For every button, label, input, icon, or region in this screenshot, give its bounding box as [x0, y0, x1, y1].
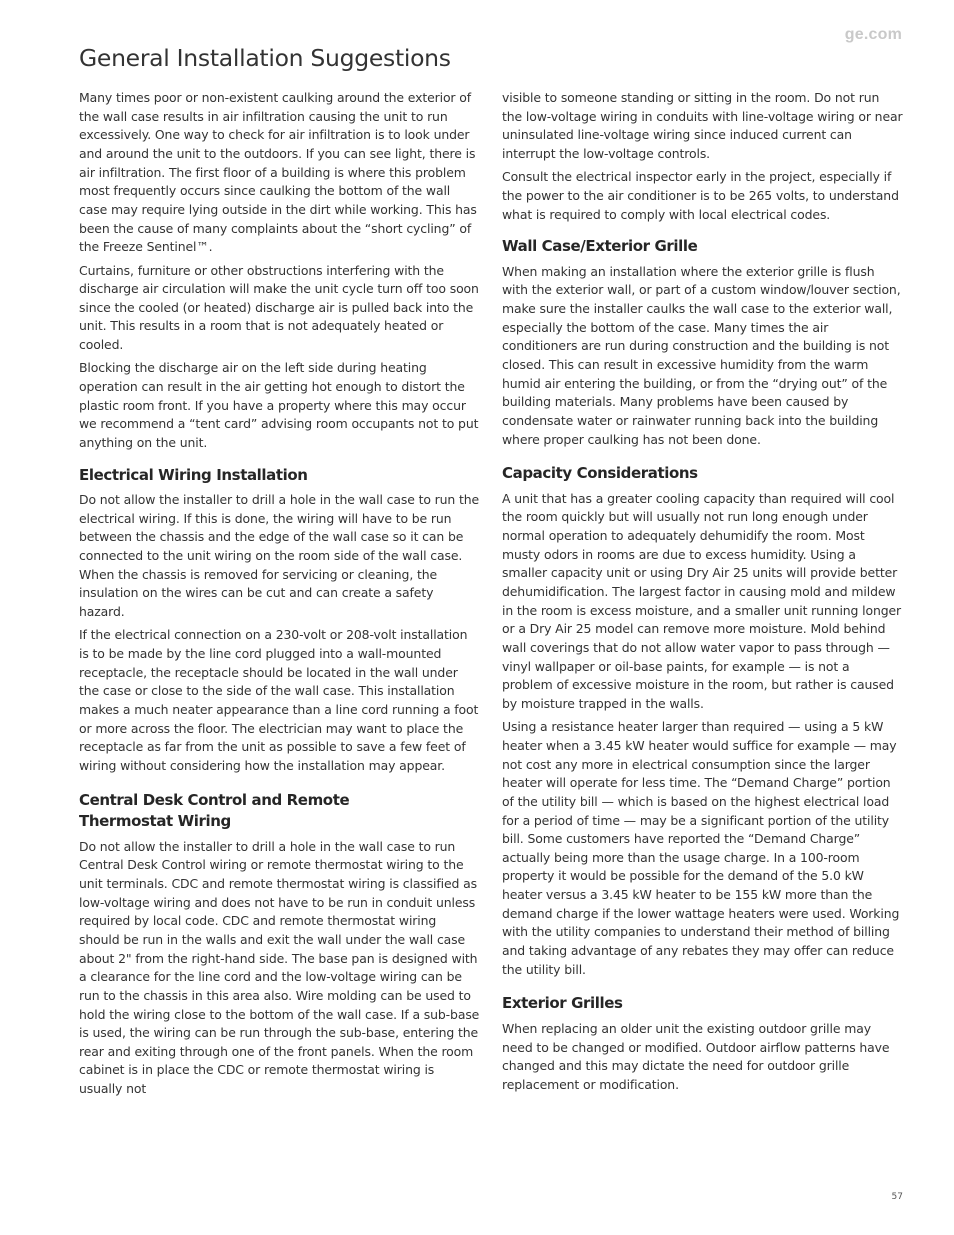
heading-cdc-line1: Central Desk Control and Remote — [79, 790, 350, 809]
paragraph-electrical-drill: Do not allow the installer to drill a hole in the wall case to run the electrical wiring. If this is done, the wiring will have to be run between the chassis and the edge of the wall case so it can be connected to the unit wiring on the room side of the wall case. When the chassis is removed for servicing or cleaning, the insulation on the wires can be cut and can create a safety hazard. — [79, 492, 480, 620]
paragraph-electrical-inspector: Consult the electrical inspector early in the project, especially if the power to the air conditioner is to be 265 volts, to understand what is required to comply with local electrical codes. — [502, 169, 899, 222]
paragraph-capacity-cooling: A unit that has a greater cooling capacity than required will cool the room quickly but will usually not run long enough under normal operation to adequately dehumidify the room. Most musty odors in rooms are due to excess humidity. Using a smaller capacity unit or using Dry Air 25 units will provide better dehumidification. The largest factor in causing mold and mildew in the room is excess moisture, and a smaller unit running longer or a Dry Air 25 model can remove more moisture. Mold behind wall coverings that do not allow water vapor to pass through — vinyl wallpaper or oil-base paints, for example — is not a problem of excessive moisture in the room, but rather is caused by moisture trapped in the walls. — [502, 490, 902, 711]
heading-cdc-line2: Thermostat Wiring — [79, 812, 231, 831]
paragraph-cdc-continued: visible to someone standing or sitting in the room. Do not run the low-voltage wiring in conduits with line-voltage wiring or near uninsulated line-voltage wiring since induced current can interrupt the low-voltage controls. — [502, 90, 903, 161]
page-title: General Installation Suggestions — [79, 44, 451, 72]
paragraph-exterior-grilles: When replacing an older unit the existing outdoor grille may need to be changed or modified. Outdoor airflow patterns have changed and this may dictate the need for outdoor grille replacement or modification. — [502, 1020, 890, 1092]
paragraph-cdc-wiring: Do not allow the installer to drill a hole in the wall case to run Central Desk Control wiring or remote thermostat wiring to the unit terminals. CDC and remote thermostat wiring is classified as low-voltage wiring and does not have to be run in conduit unless required by local code. CDC and remote thermostat wiring should be run in the walls and exit the wall under the wall case about 2" from the right-hand side. The base pan is designed with a clearance for the line cord and the low-voltage wiring can be run to the chassis in this area also. Wire molding can be used to hold the wiring close to the bottom of the wall case. If a sub-base is used, the wiring can be run through the sub-base, entering the rear and exiting through one of the front panels. When the room cabinet is in place the CDC or remote thermostat wiring is usually not — [79, 838, 480, 1097]
site-url: ge.com — [844, 26, 902, 43]
heading-capacity-considerations: Capacity Considerations — [502, 464, 698, 483]
paragraph-blocking-discharge: Blocking the discharge air on the left side during heating operation can result in the air getting hot enough to distort the plastic room front. If you have a property where this may occur we recommend a “tent card” advising room occupants not to put anything on the unit. — [79, 360, 479, 450]
paragraph-wall-case: When making an installation where the exterior grille is flush with the exterior wall, or part of a custom window/louver section, make sure the installer caulks the wall case to the exterior wall, especially the bottom of the case. Many times the air conditioners are run during construction and the building is not closed. This can result in excessive humidity from the warm humid air entering the building, or from the “drying out” of the building materials. Many problems have been caused by condensate water or rainwater running back into the building where proper caulking has not been done. — [502, 263, 901, 447]
paragraph-capacity-heater: Using a resistance heater larger than required — using a 5 kW heater when a 3.45 kW heater would suffice for example — may not cost any more in electrical consumption since the larger heater will operate for less time. The “Demand Charge” portion of the utility bill — which is based on the highest electrical load for a period of time — may be a significant portion of the utility bill. Some customers have reported the “Demand Charge” actually being more than the usage charge. In a 100-room property it would be possible for the demand of the 5.0 kW heater versus a 3.45 kW heater to be 155 kW more than the demand charge if the lower wattage heaters were used. Working with the utility companies to understand their method of billing and taking advantage of any rebates they may offer can reduce the utility bill. — [502, 719, 900, 977]
paragraph-obstructions: Curtains, furniture or other obstructions interfering with the discharge air circulation will make the unit cycle turn off too soon since the cooled (or heated) discharge air is pulled back into the unit. This results in a room that is not adequately heated or cooled. — [79, 262, 479, 353]
heading-wall-case-exterior-grille: Wall Case/Exterior Grille — [502, 237, 698, 256]
heading-exterior-grilles: Exterior Grilles — [502, 994, 623, 1013]
left-column — [79, 89, 480, 1103]
page-number: 57 — [891, 1192, 903, 1202]
paragraph-electrical-receptacle: If the electrical connection on a 230-volt or 208-volt installation is to be made by the line cord plugged into a wall-mounted receptacle, the receptacle should be located in the wall under the case or close to the side of the wall case. This installation makes a much neater appearance than a line cord running a foot or more across the floor. The electrician may want to place the receptacle as far from the unit as possible to save a few feet of wiring without considering how the installation may appear. — [79, 627, 479, 773]
heading-central-desk-control — [79, 790, 480, 833]
heading-electrical-wiring: Electrical Wiring Installation — [79, 465, 308, 484]
paragraph-air-infiltration: Many times poor or non-existent caulking around the exterior of the wall case results in air infiltration causing the unit to run excessively. One way to check for air infiltration is to look under and around the unit to the outdoors. If you can see light, there is air infiltration. The first floor of a building is where this problem most frequently occurs since caulking the bottom of the wall case may require lying outside in the dirt while working. This has been the cause of many complaints about the “short cycling” of the Freeze Sentinel™. — [79, 90, 477, 255]
right-column — [502, 89, 903, 1099]
